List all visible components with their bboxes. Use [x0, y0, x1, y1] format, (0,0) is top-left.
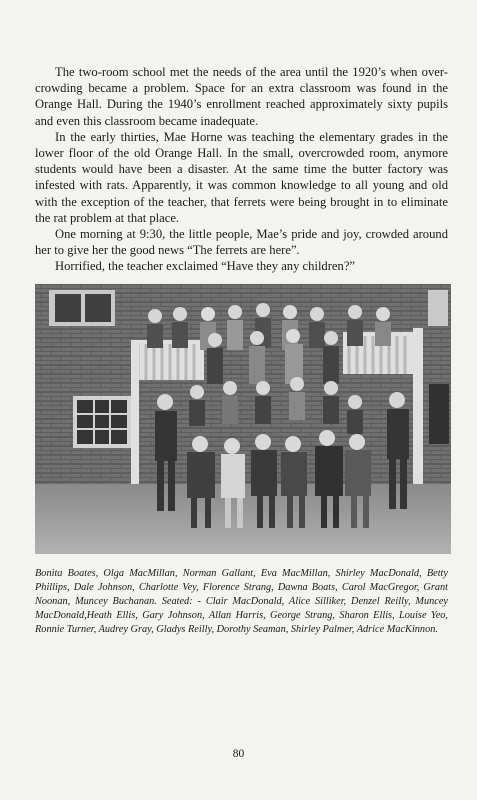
paragraph-1: The two-room school met the needs of the area until the 1920’s when over-crowding became a problem. Space for an extra classroom was found in the Orange Hall. During the 1940’s enrollment reached approximately sixty pupils and even this classroom became inadequate.: [35, 65, 448, 128]
class-photo-image: [35, 284, 451, 554]
body-text: [35, 64, 448, 275]
class-photo: [35, 284, 451, 554]
paragraph-2: In the early thirties, Mae Horne was teaching the elementary grades in the lower floor of the old Orange Hall. In the small, overcrowded room, anymore students would have been a disaster. At the same time the butter factory was infested with rats. Apparently, it was common knowledge to all young and old with the exception of the teacher, that ferrets were being brought in to eliminate the rat problem at that place.: [35, 129, 448, 225]
paragraph-3: One morning at 9:30, the little people, Mae’s pride and joy, crowded around her to give her the good news “The ferrets are here”.: [35, 227, 448, 258]
photo-caption: Bonita Boates, Olga MacMillan, Norman Gallant, Eva MacMillan, Shirley MacDonald, Betty Phillips, Dale Johnson, Charlotte Vey, Florence Strang, Dawna Boats, Carol MacGregor, Grant Noonan, Muncey Buchanan. Seated: - Clair MacDonald, Alice Silliker, Denzel Reilly, Muncey MacDonald,Heath Ellis, Gary Johnson, Allan Harris, George Strang, Sharon Ellis, Louise Yeo, Ronnie Turner, Audrey Gray, Gladys Reilly, Dorothy Seaman, Shirley Palmer, Adrice MacKinnon.: [35, 567, 448, 636]
page-number: 80: [232, 748, 245, 760]
paragraph-4: Horrified, the teacher exclaimed “Have they any children?”: [55, 259, 355, 274]
